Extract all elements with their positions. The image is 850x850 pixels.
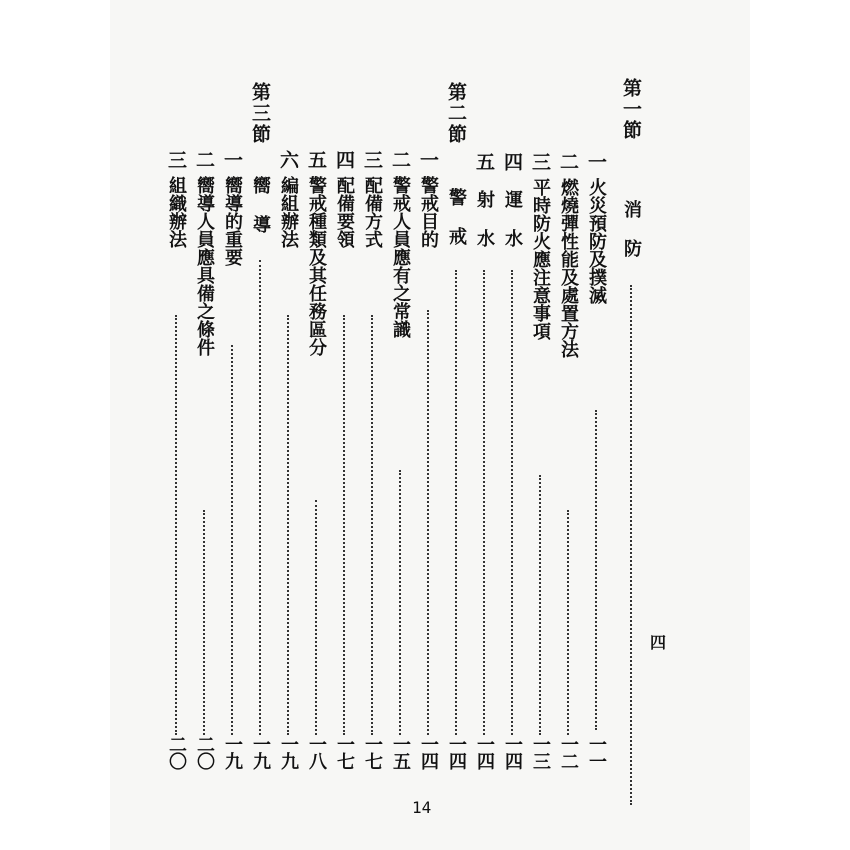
dot-leader <box>427 310 429 735</box>
dot-leader <box>539 475 541 735</box>
entry-number: 一 <box>221 150 243 171</box>
toc-entry <box>524 70 556 785</box>
toc-entry <box>216 70 248 785</box>
entry-number: 三 <box>165 150 187 171</box>
section-marker: 第三節 <box>249 82 271 145</box>
section-title: 嚮 導 <box>250 176 271 233</box>
toc-entry <box>328 70 360 785</box>
dot-leader <box>483 270 485 735</box>
entry-title: 嚮導人員應具備之條件 <box>194 176 215 356</box>
page-number: 一四 <box>474 735 495 769</box>
side-page-marker: 四 <box>650 633 667 652</box>
toc-entry <box>580 70 612 785</box>
dot-leader <box>259 260 261 735</box>
dot-leader <box>315 500 317 735</box>
page-number: 一九 <box>278 735 299 769</box>
page-number: 一九 <box>250 735 271 769</box>
entry-number: 五 <box>473 152 495 173</box>
toc-section-heading <box>440 70 472 785</box>
dot-leader <box>343 315 345 735</box>
entry-number: 二 <box>193 150 215 171</box>
entry-title: 火災預防及撲滅 <box>586 178 607 304</box>
page-number: 一三 <box>530 735 551 769</box>
entry-title: 警戒人員應有之常識 <box>390 176 411 338</box>
section-title: 警 戒 <box>446 188 467 245</box>
page-number: 一四 <box>502 735 523 769</box>
toc-section-heading <box>615 70 647 785</box>
entry-number: 二 <box>389 150 411 171</box>
toc-section-heading <box>244 70 276 785</box>
page-number: 一一 <box>586 735 607 769</box>
entry-number: 三 <box>361 150 383 171</box>
page-number: 一九 <box>222 735 243 769</box>
page-number: 一四 <box>418 735 439 769</box>
toc-entry <box>384 70 416 785</box>
toc-entry <box>272 70 304 785</box>
entry-title: 燃燒彈性能及處置方法 <box>558 178 579 358</box>
entry-number: 一 <box>585 152 607 173</box>
dot-leader <box>203 510 205 735</box>
toc-entry <box>468 70 500 785</box>
entry-title: 組織辦法 <box>166 176 187 248</box>
dot-leader <box>567 510 569 735</box>
entry-title: 警戒目的 <box>418 176 439 248</box>
entry-number: 四 <box>501 152 523 173</box>
toc-entry <box>412 70 444 785</box>
page-number: 二〇 <box>194 735 215 769</box>
page-number: 一四 <box>446 735 467 769</box>
section-marker: 第一節 <box>620 78 642 141</box>
document-page <box>110 0 750 850</box>
toc-entry <box>160 70 192 785</box>
dot-leader <box>287 315 289 735</box>
entry-title: 平時防火應注意事項 <box>530 178 551 340</box>
entry-title: 運 水 <box>502 190 523 247</box>
dot-leader <box>595 410 597 730</box>
page-number: 一八 <box>306 735 327 769</box>
toc-entry <box>356 70 388 785</box>
entry-title: 配備要領 <box>334 176 355 248</box>
dot-leader <box>371 315 373 735</box>
dot-leader <box>455 270 457 735</box>
entry-number: 一 <box>417 150 439 171</box>
entry-number: 二 <box>557 152 579 173</box>
entry-title: 射 水 <box>474 190 495 247</box>
section-title: 消 防 <box>621 200 642 257</box>
dot-leader <box>231 345 233 735</box>
entry-number: 三 <box>529 152 551 173</box>
dot-leader <box>630 285 632 805</box>
page-number: 一七 <box>334 735 355 769</box>
entry-title: 編組辦法 <box>278 176 299 248</box>
toc-entry <box>496 70 528 785</box>
entry-number: 五 <box>305 150 327 171</box>
entry-title: 配備方式 <box>362 176 383 248</box>
dot-leader <box>399 470 401 735</box>
folio-number: 14 <box>412 798 432 817</box>
toc-entry <box>300 70 332 785</box>
page-number: 一七 <box>362 735 383 769</box>
page-number: 一二 <box>558 735 579 769</box>
page-number: 一五 <box>390 735 411 769</box>
section-marker: 第二節 <box>445 82 467 145</box>
toc-entry <box>552 70 584 785</box>
entry-title: 嚮導的重要 <box>222 176 243 266</box>
page-number: 二〇 <box>166 735 187 769</box>
entry-number: 四 <box>333 150 355 171</box>
dot-leader <box>511 270 513 735</box>
entry-number: 六 <box>277 150 299 171</box>
toc-entry <box>188 70 220 785</box>
dot-leader <box>175 315 177 735</box>
entry-title: 警戒種類及其任務區分 <box>306 176 327 356</box>
